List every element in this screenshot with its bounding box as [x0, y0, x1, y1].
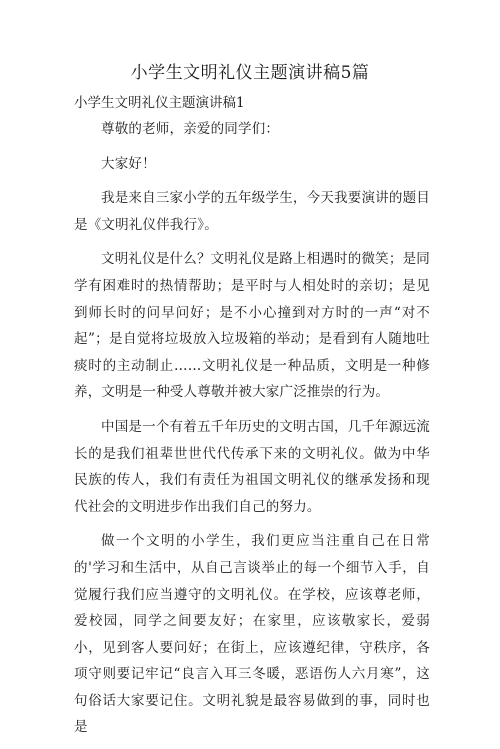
paragraph-china-history: 中国是一个有着五千年历史的文明古国，几千年源远流长的是我们祖辈世世代代传承下来的文明礼仪。做为中华民族的传人，我们有责任为祖国文明礼仪的继承发扬和现代社会的文明进步作出我们自己的努力。 — [74, 418, 430, 515]
paragraph-introduction: 我是来自三家小学的五年级学生，今天我要演讲的题目是《文明礼仪伴我行》。 — [74, 190, 430, 233]
paragraph-civilized-student: 做一个文明的小学生，我们更应当注重自己在日常的'学习和生活中，从自己言谈举止的每一个细节入手，自觉履行我们应当遵守的文明礼仪。在学校，应该尊老师，爱校园，同学之间要友好；在家里，应该敬家长，爱弱小，见到客人要问好；在街上，应该遵纪律，守秩序，各项守则要记牢记“良言入耳三冬暖，恶语伤人六月寒”，这句俗话大家要记住。文明礼貌是最容易做到的事，同时也是 — [74, 533, 430, 736]
section-heading: 小学生文明礼仪主题演讲稿1 — [74, 95, 245, 111]
paragraph-greeting: 大家好！ — [101, 155, 156, 172]
document-title: 小学生文明礼仪主题演讲稿5篇 — [130, 63, 370, 83]
paragraph-salutation: 尊敬的老师，亲爱的同学们： — [101, 121, 280, 137]
paragraph-what-is-etiquette: 文明礼仪是什么？文明礼仪是路上相遇时的微笑；是同学有困难时的热情帮助；是平时与人相处时的亲切；是见到师长时的问早问好；是不小心撞到对方时的一声“对不起”；是自觉将垃圾放入垃圾箱的举动；是看到有人随地吐痰时的主动制止……文明礼仪是一种品质，文明是一种修养，文明是一种受人尊敬并被大家广泛推崇的行为。 — [74, 251, 430, 401]
document-body — [74, 116, 430, 749]
